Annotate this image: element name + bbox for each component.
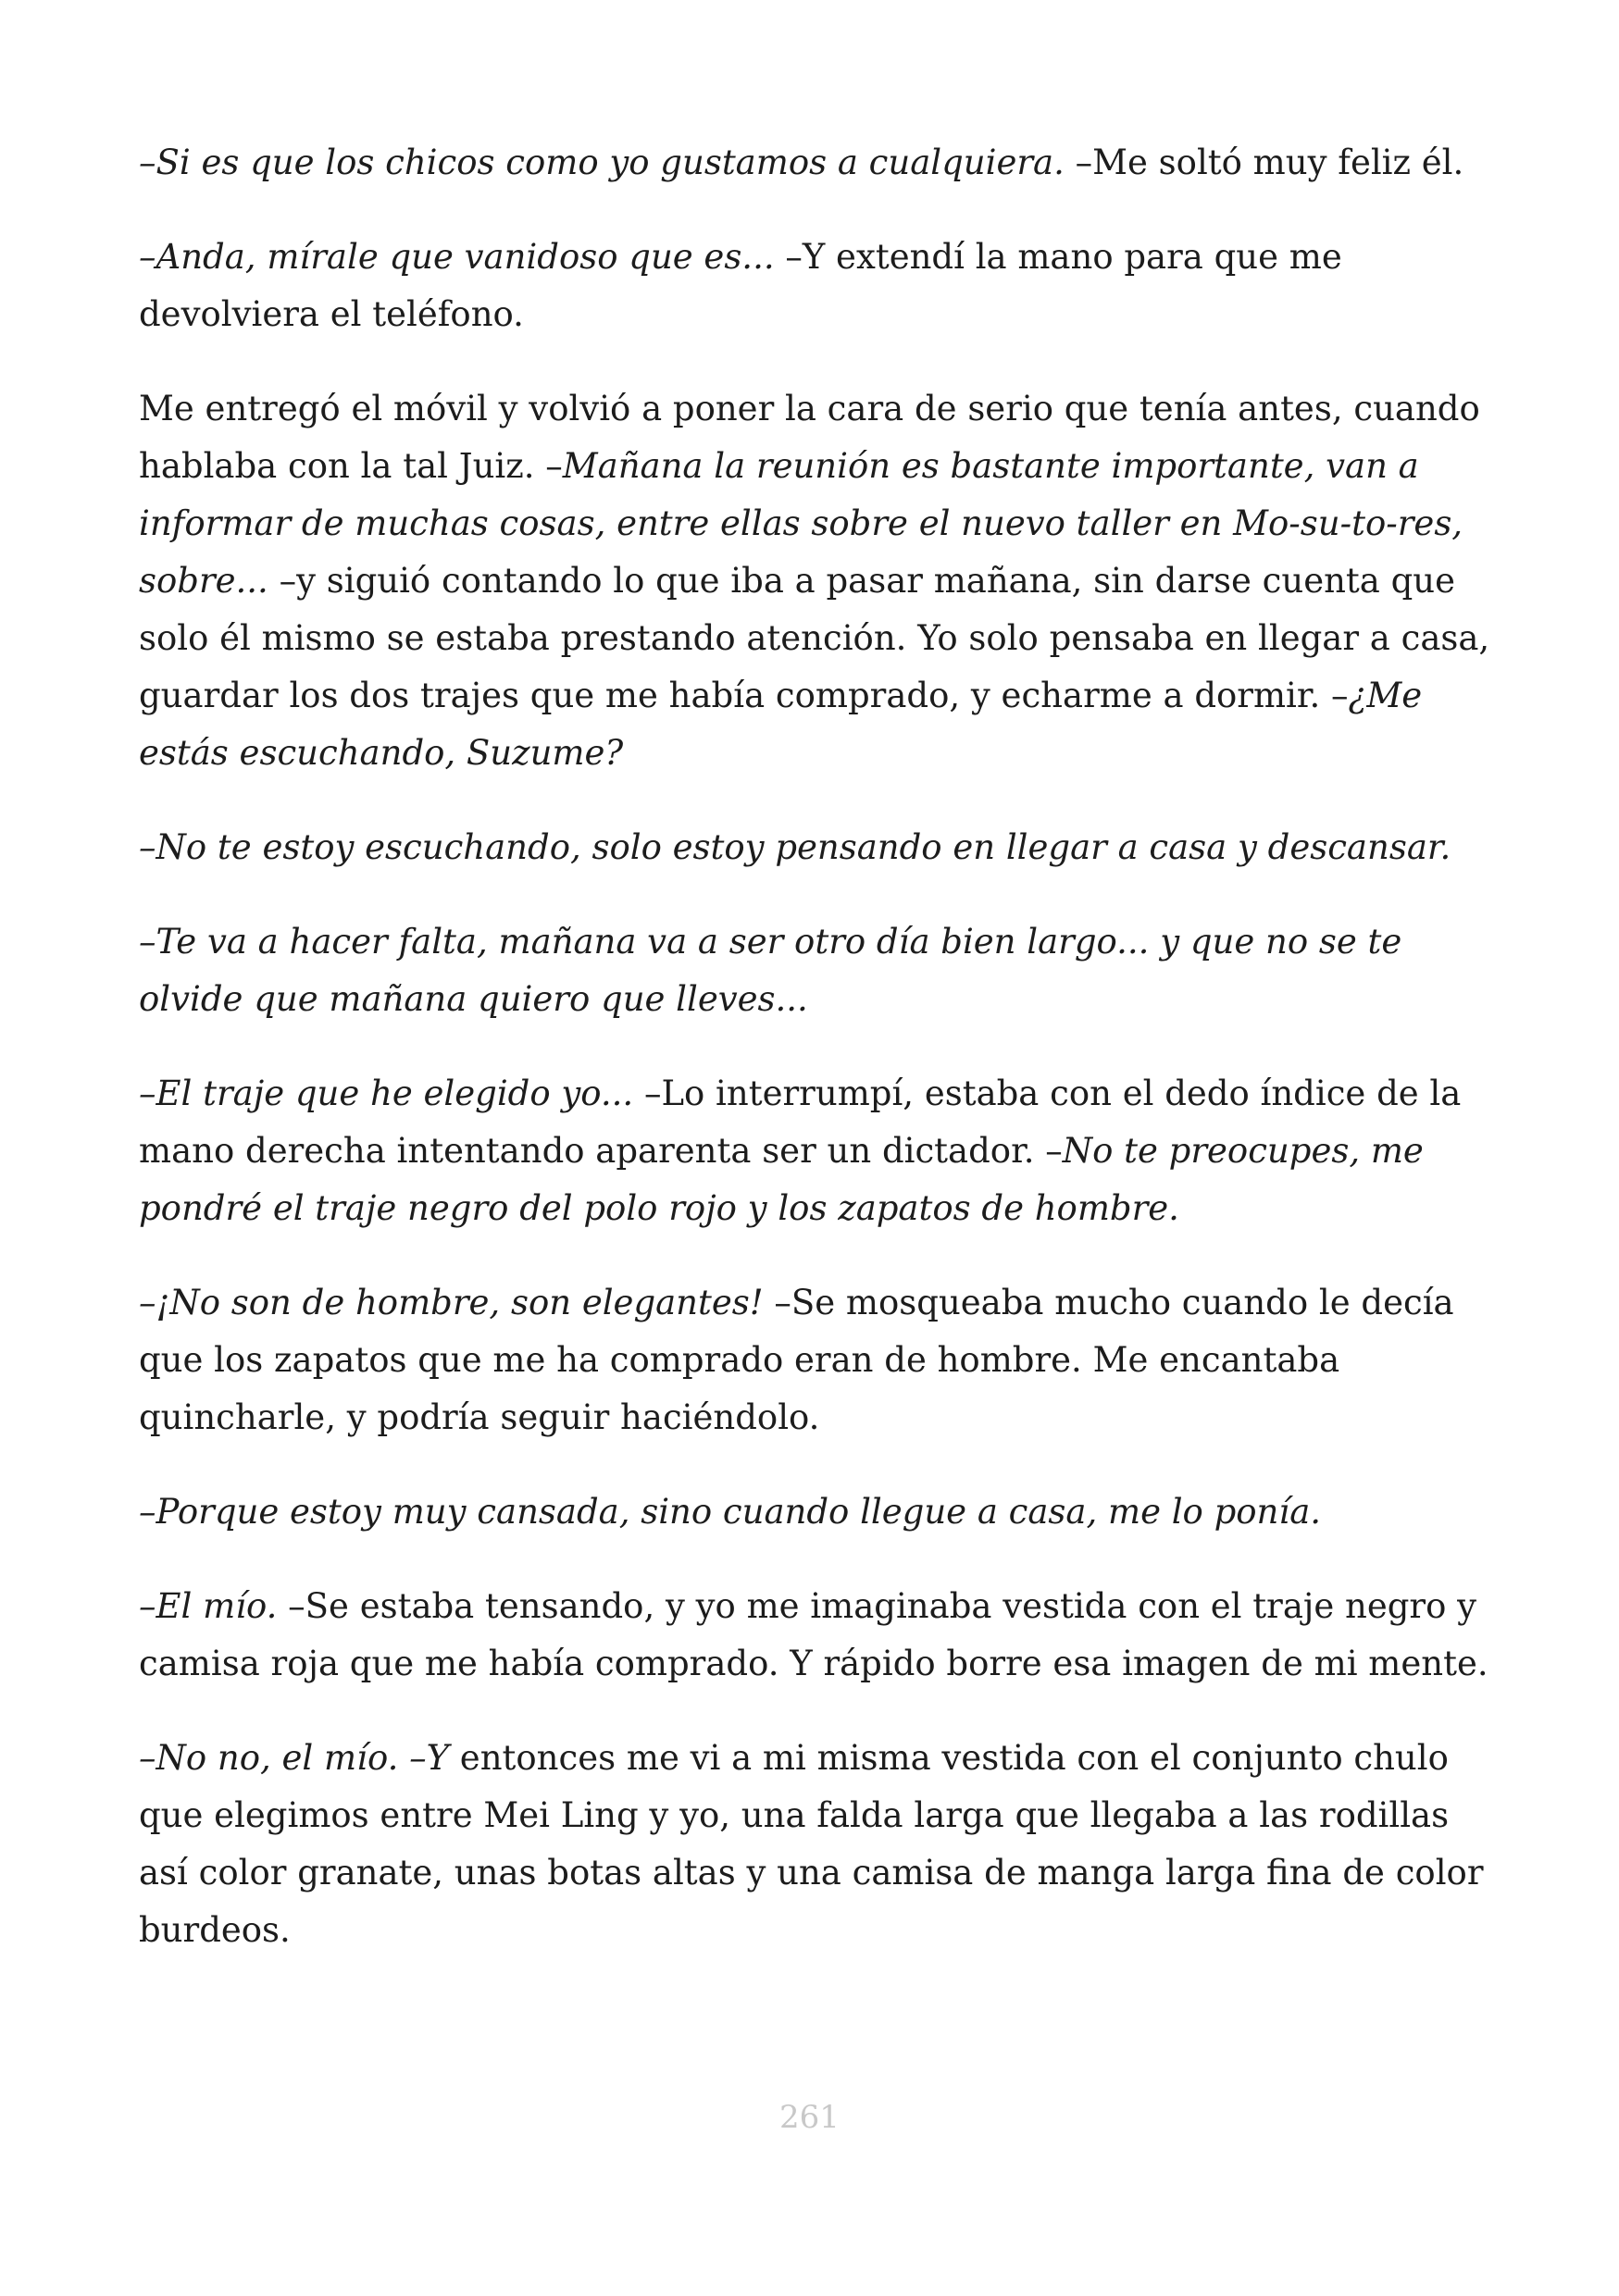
dialogue-italic: –Te va a hacer falta, mañana va a ser otro día bien largo... y que no se te olvide que mañana quiero que lleves... <box>139 922 1402 1019</box>
dialogue-italic: –¡No son de hombre, son elegantes! <box>139 1283 764 1322</box>
dialogue-italic: No te preocupes, me pondré el traje negro del polo rojo y los zapatos de hombre. <box>139 1131 1424 1228</box>
paragraph <box>139 1483 1500 1541</box>
narration: –y siguió contando lo que iba a pasar mañana, sin darse cuenta que solo él mismo se estaba prestando atención. Yo solo pensaba en llegar a casa, guardar los dos trajes que me había comprado, y echarme a dormir. – <box>139 561 1490 715</box>
paragraph <box>139 380 1500 782</box>
paragraph <box>139 229 1500 343</box>
dialogue-italic: –No te estoy escuchando, solo estoy pensando en llegar a casa y descansar. <box>139 827 1451 867</box>
narration: entonces me vi a mi misma vestida con el conjunto chulo que elegimos entre Mei Ling y yo, una falda larga que llegaba a las rodillas así color granate, unas botas altas y una camisa de manga larga fina de color burdeos. <box>139 1738 1484 1950</box>
narration: –Me soltó muy feliz él. <box>1064 143 1464 182</box>
dialogue-italic: –Porque estoy muy cansada, sino cuando llegue a casa, me lo ponía. <box>139 1492 1322 1532</box>
narration: –Y extendí la mano para que me devolviera el teléfono. <box>139 237 1342 334</box>
dialogue-italic: –No no, el mío. –Y <box>139 1738 450 1778</box>
narration: –Se estaba tensando, y yo me imaginaba vestida con el traje negro y camisa roja que me había comprado. Y rápido borre esa imagen de mi mente. <box>139 1586 1488 1683</box>
narration: Me entregó el móvil y volvió a poner la cara de serio que tenía antes, cuando hablaba con la tal Juiz. – <box>139 389 1480 486</box>
page-number: 261 <box>779 2099 840 2136</box>
narration: –Lo interrumpí, estaba con el dedo índice de la mano derecha intentando aparenta ser un dictador. – <box>139 1074 1462 1171</box>
dialogue-italic: –Si es que los chicos como yo gustamos a cualquiera. <box>139 143 1065 182</box>
dialogue-italic: –El mío. <box>139 1586 278 1626</box>
body-text <box>139 134 1500 1959</box>
paragraph <box>139 819 1500 876</box>
paragraph <box>139 1065 1500 1237</box>
paragraph <box>139 1274 1500 1446</box>
dialogue-italic: Mañana la reunión es bastante importante, van a informar de muchas cosas, entre ellas sobre el nuevo taller en Mo-su-to-res, sobre... <box>139 446 1463 601</box>
paragraph <box>139 1578 1500 1693</box>
dialogue-italic: –El traje que he elegido yo... <box>139 1074 634 1113</box>
paragraph <box>139 1730 1500 1959</box>
dialogue-italic: –Anda, mírale que vanidoso que es... <box>139 237 775 277</box>
dialogue-italic: ¿Me estás escuchando, Suzume? <box>139 676 1423 773</box>
paragraph <box>139 913 1500 1028</box>
narration: –Se mosqueaba mucho cuando le decía que los zapatos que me ha comprado eran de hombre. Me encantaba quincharle, y podría seguir haciéndolo. <box>139 1283 1454 1437</box>
paragraph <box>139 134 1500 192</box>
